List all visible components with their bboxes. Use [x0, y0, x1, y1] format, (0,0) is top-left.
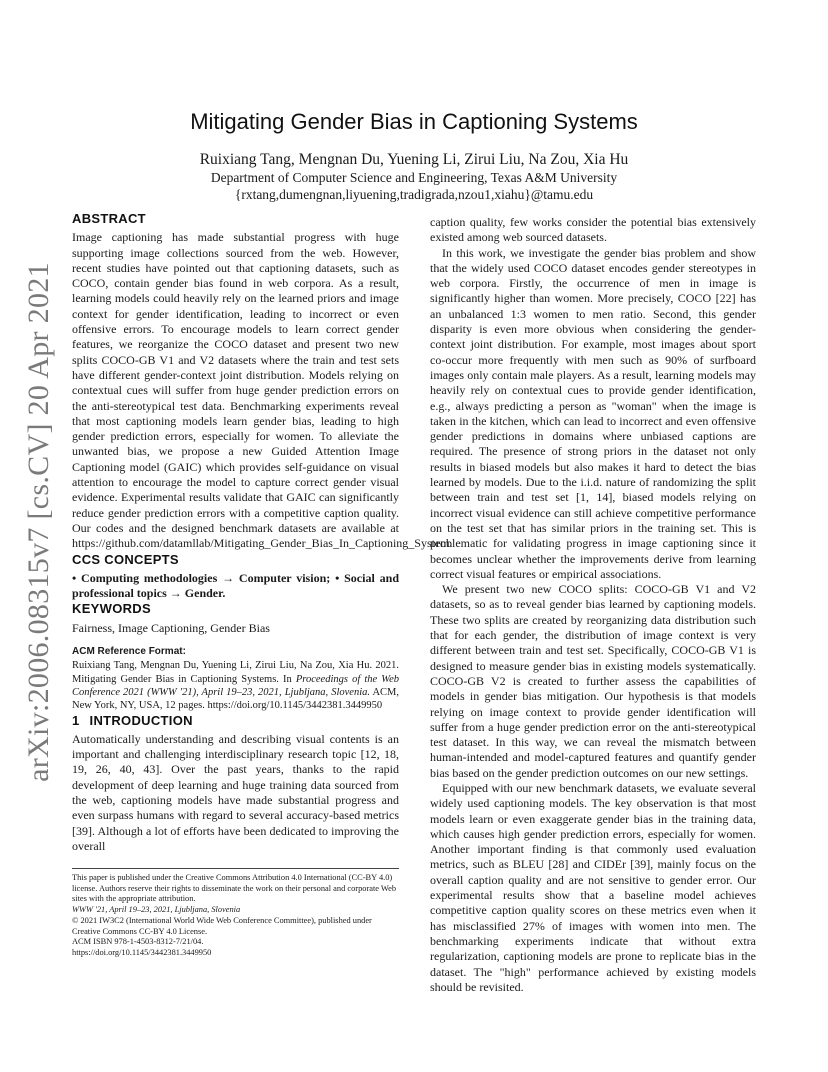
isbn-note: ACM ISBN 978-1-4503-8312-7/21/04.: [72, 937, 204, 947]
intro-paragraph-1-continued: caption quality, few works consider the potential bias extensively existed among web sourced datasets.: [430, 215, 756, 245]
abstract-text: Image captioning has made substantial progress with huge supporting image collections sourced from the web. However, recent studies have pointed out that captioning datasets, such as COCO, contain gender bias found in web corpora. As a result, learning models could heavily rely on the learned priors and image context for gender identification, leading to incorrect or even offensive errors. To encourage models to learn correct gender features, we reorganize the COCO dataset and present two new splits COCO-GB V1 and V2 datasets where the train and test sets have different gender-context joint distribution. Models relying on contextual cues will suffer from huge gender prediction errors on the anti-stereotypical test data. Benchmarking experiments reveal that most captioning models learn gender bias, leading to high gender prediction errors, especially for women. To alleviate the unwanted bias, we propose a new Guided Attention Image Captioning model (GAIC) which provides self-guidance on visual attention to encourage the model to capture correct gender visual evidence. Experimental results validate that GAIC can significantly reduce gender prediction errors with a competitive caption quality. Our codes and the designed benchmark datasets are available at https://github.com/datamllab/Mitigating_Gender_Bias_In_Captioning_System.: [72, 230, 453, 551]
section-number: 1: [72, 712, 80, 728]
author-emails: {rxtang,dumengnan,liyuening,tradigrada,nzou1,xiahu}@tamu.edu: [234, 187, 594, 202]
ccs-heading: CCS CONCEPTS: [72, 551, 179, 567]
conference-note: WWW '21, April 19–23, 2021, Ljubljana, Slovenia: [72, 905, 241, 915]
copyright-note: © 2021 IW3C2 (International World Wide Web Conference Committee), published under Creative Commons CC-BY 4.0 License.: [72, 915, 372, 936]
keywords-text: Fairness, Image Captioning, Gender Bias: [72, 620, 270, 635]
affiliation: Department of Computer Science and Engineering, Texas A&M University: [210, 170, 618, 185]
acm-reference-publisher: ACM, New York, NY, USA, 12 pages. https://doi.org/10.1145/3442381.3449950: [72, 686, 399, 712]
left-column: [72, 211, 453, 854]
ccs-text: [72, 571, 399, 602]
intro-paragraph-4: Equipped with our new benchmark datasets, we evaluate several widely used captioning models. The key observation is that most models learn or even exaggerate gender bias in the training data, which causes high gender prediction errors, especially for women. Another important finding is that commonly used evaluation metrics, such as BLEU [28] and CIDEr [39], mainly focus on the overall caption quality and are not sensitive to gender error. Our experimental results show that a baseline model achieves competitive caption quality scores on these metrics even when it has misclassified 27% of images with women into men. The benchmarking experiments indicate that without extra regularization, captioning models are prone to replicate bias in the dataset. The "high" performance achieved by existing models should be revisited.: [430, 780, 756, 994]
license-note: This paper is published under the Creative Commons Attribution 4.0 International (CC-BY 4.0) license. Authors reserve their rights to disseminate the work on their personal and corporate Web sites with the appropriate attribution.: [72, 873, 397, 904]
arxiv-identifier-text: arXiv:2006.08315v7 [cs.CV] 20 Apr 2021: [22, 262, 55, 782]
author-list: Ruixiang Tang, Mengnan Du, Yuening Li, Zirui Liu, Na Zou, Xia Hu: [199, 151, 629, 168]
abstract-heading: ABSTRACT: [72, 211, 146, 226]
doi-note: https://doi.org/10.1145/3442381.3449950: [72, 947, 212, 957]
intro-paragraph-2: In this work, we investigate the gender bias problem and show that the widely used COCO dataset encodes gender stereotypes in web corpora. Firstly, the occurrence of men in image is significantly higher than women. More precisely, COCO [22] has an unbalanced 1:3 women to men ratio. Second, this gender disparity is even more obvious when considering the gender-context joint distribution. For example, most images about sport co-occur more frequently with men such as 90% of surfboard images only contain male players. As a result, learning models may heavily rely on contextual cues to provide gender identification, e.g., always predicting a person as "woman" when the image is taken in the kitchen, which can lead to incorrect and even offensive gender predictions in domains where unbiased captions are required. The presence of strong priors in the dataset not only results in biased models but also makes it hard to detect the bias learned by models. Due to the i.i.d. nature of randomizing the split between train and test set [1, 14], biased models relying on incorrect visual evidence can still achieve competitive performance on the test set that has similar priors in the training set. This is problematic for validating progress in image captioning since it becomes unclear whether the improvements derive from learning correct visual features or empirical associations.: [430, 245, 756, 581]
acm-reference-venue: Proceedings of the Web Conference 2021 (WWW '21), April 19–23, 2021, Ljubljana, Slovenia.: [72, 673, 399, 698]
paper-title: Mitigating Gender Bias in Captioning Systems: [190, 109, 638, 134]
intro-paragraph-3: We present two new COCO splits: COCO-GB V1 and V2 datasets, so as to reveal gender bias learned by captioning models. These two splits are created by reorganizing data distribution such that for each gender, the distribution of image context is very different between train and test set. Specifically, COCO-GB V1 is designed to measure gender bias in existing models systematically. COCO-GB V2 is created to further assess the capabilities of models in gender bias mitigation. Our hypothesis is that models relying on image context to provide gender identification will suffer from a huge gender prediction error on the anti-stereotypical test dataset. In this way, we can reveal the mismatch between human-intended and model-captured features and quantify gender bias based on the gender prediction outcomes on our new settings.: [430, 582, 756, 780]
footnote: [72, 868, 399, 959]
intro-paragraph-1: Automatically understanding and describing visual contents is an important and challenging interdisciplinary research topic [12, 18, 19, 26, 40, 43]. Over the past years, thanks to the rapid development of deep learning and huge training data sourced from the web, captioning models have made substantial progress and even surpass humans with regard to several accuracy-based metrics [39]. Although a lot of efforts have been dedicated to improving the overall: [72, 731, 399, 853]
keywords-heading: KEYWORDS: [72, 601, 151, 617]
acm-reference-text: [72, 659, 399, 712]
introduction-heading: [72, 713, 399, 728]
acm-reference-authors: Ruixiang Tang, Mengnan Du, Yuening Li, Zirui Liu, Na Zou, Xia Hu. 2021. Mitigating Gender Bias in Captioning Systems. In: [72, 660, 399, 685]
acm-reference-heading: ACM Reference Format:: [72, 646, 186, 658]
ccs-concepts: • Computing methodologies → Computer vision; • Social and professional topics → Gender.: [72, 570, 399, 601]
section-title: INTRODUCTION: [89, 712, 193, 728]
arxiv-side-identifier: [8, 262, 70, 782]
right-column: [430, 215, 756, 995]
